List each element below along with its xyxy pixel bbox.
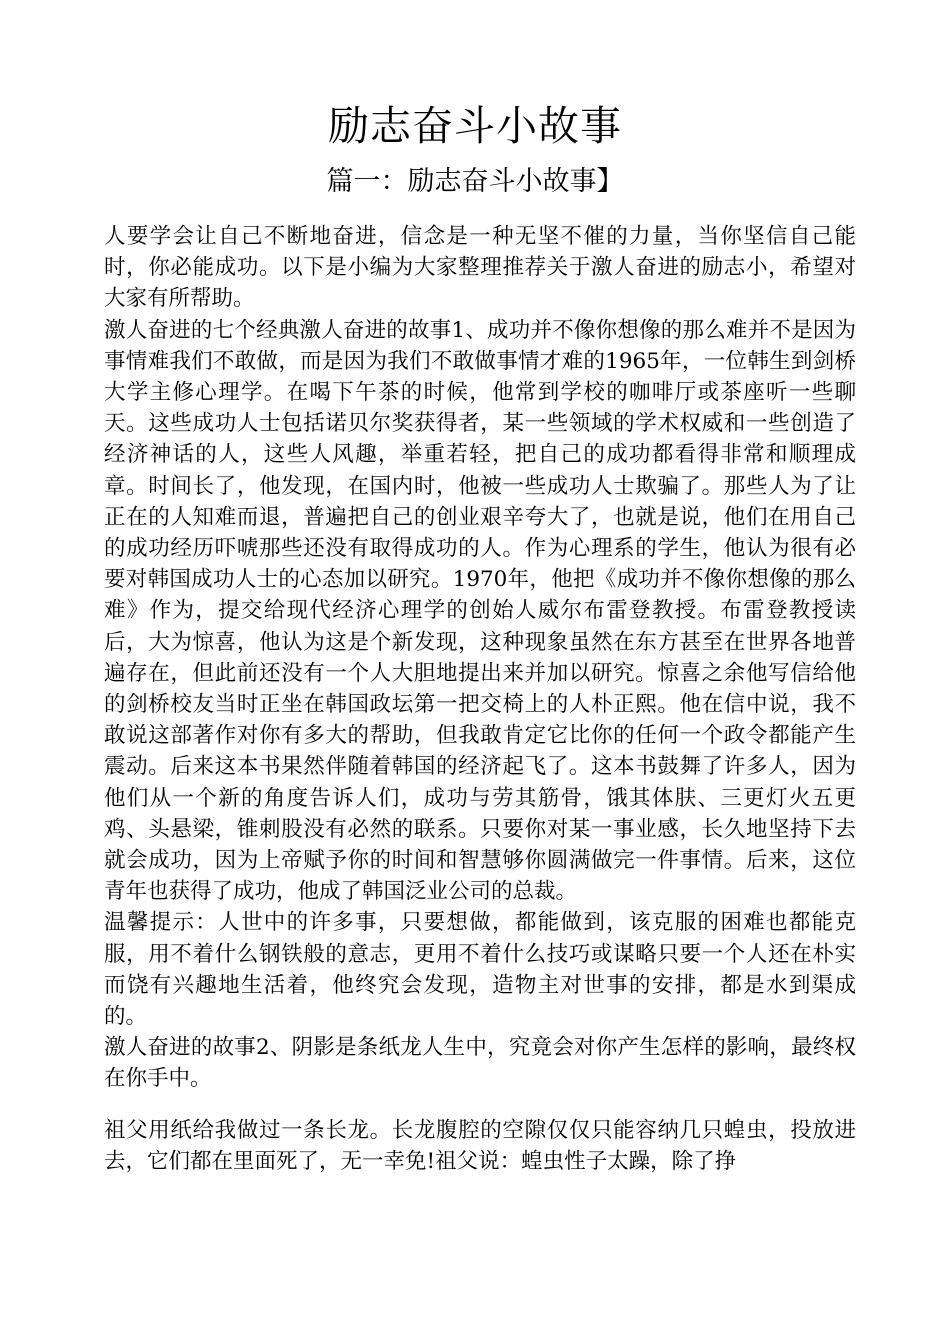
document-title: 励志奋斗小故事 (328, 102, 622, 150)
paragraph-intro: 人要学会让自己不断地奋进，信念是一种无坚不催的力量，当你坚信自己能时，你必能成功。以下是小编为大家整理推荐关于激人奋进的励志小，希望对大家有所帮助。 (104, 224, 856, 312)
paragraph-tip: 温馨提示：人世中的许多事，只要想做，都能做到，该克服的困难也都能克服，用不着什么钢铁般的意志，更用不着什么技巧或谋略只要一个人还在朴实而饶有兴趣地生活着，他终究会发现，造物主对世事的安排，都是水到渠成的。 (104, 910, 856, 1030)
document-body (104, 221, 856, 1177)
paragraph-story-2-title: 激人奋进的故事2、阴影是条纸龙人生中，究竟会对你产生怎样的影响，最终权在你手中。 (104, 1035, 856, 1092)
document-subtitle: 篇一：励志奋斗小故事】 (326, 166, 624, 197)
paragraph-story-1: 激人奋进的七个经典激人奋进的故事1、成功并不像你想像的那么难并不是因为事情难我们不敢做，而是因为我们不敢做事情才难的1965年，一位韩生到剑桥大学主修心理学。在喝下午茶的时候，他常到学校的咖啡厅或茶座听一些聊天。这些成功人士包括诺贝尔奖获得者，某一些领域的学术权威和一些创造了经济神话的人，这些人风趣，举重若轻，把自己的成功都看得非常和顺理成章。时间长了，他发现，在国内时，他被一些成功人士欺骗了。那些人为了让正在的人知难而退，普遍把自己的创业艰辛夸大了，也就是说，他们在用自己的成功经历吓唬那些还没有取得成功的人。作为心理系的学生，他认为很有必要对韩国成功人士的心态加以研究。1970年，他把《成功并不像你想像的那么难》作为，提交给现代经济心理学的创始人威尔布雷登教授。布雷登教授读后，大为惊喜，他认为这是个新发现，这种现象虽然在东方甚至在世界各地普遍存在，但此前还没有一个人大胆地提出来并加以研究。惊喜之余他写信给他的剑桥校友当时正坐在韩国政坛第一把交椅上的人朴正熙。他在信中说，我不敢说这部著作对你有多大的帮助，但我敢肯定它比你的任何一个政令都能产生震动。后来这本书果然伴随着韩国的经济起飞了。这本书鼓舞了许多人，因为他们从一个新的角度告诉人们，成功与劳其筋骨，饿其体肤、三更灯火五更鸡、头悬梁，锥刺股没有必然的联系。只要你对某一事业感，长久地坚持下去就会成功，因为上帝赋予你的时间和智慧够你圆满做完一件事情。后来，这位青年也获得了成功，他成了韩国泛业公司的总裁。 (104, 317, 856, 905)
paragraph-story-2-body: 祖父用纸给我做过一条长龙。长龙腹腔的空隙仅仅只能容纳几只蝗虫，投放进去，它们都在里面死了，无一幸免!祖父说：蝗虫性子太躁，除了挣 (104, 1117, 856, 1174)
